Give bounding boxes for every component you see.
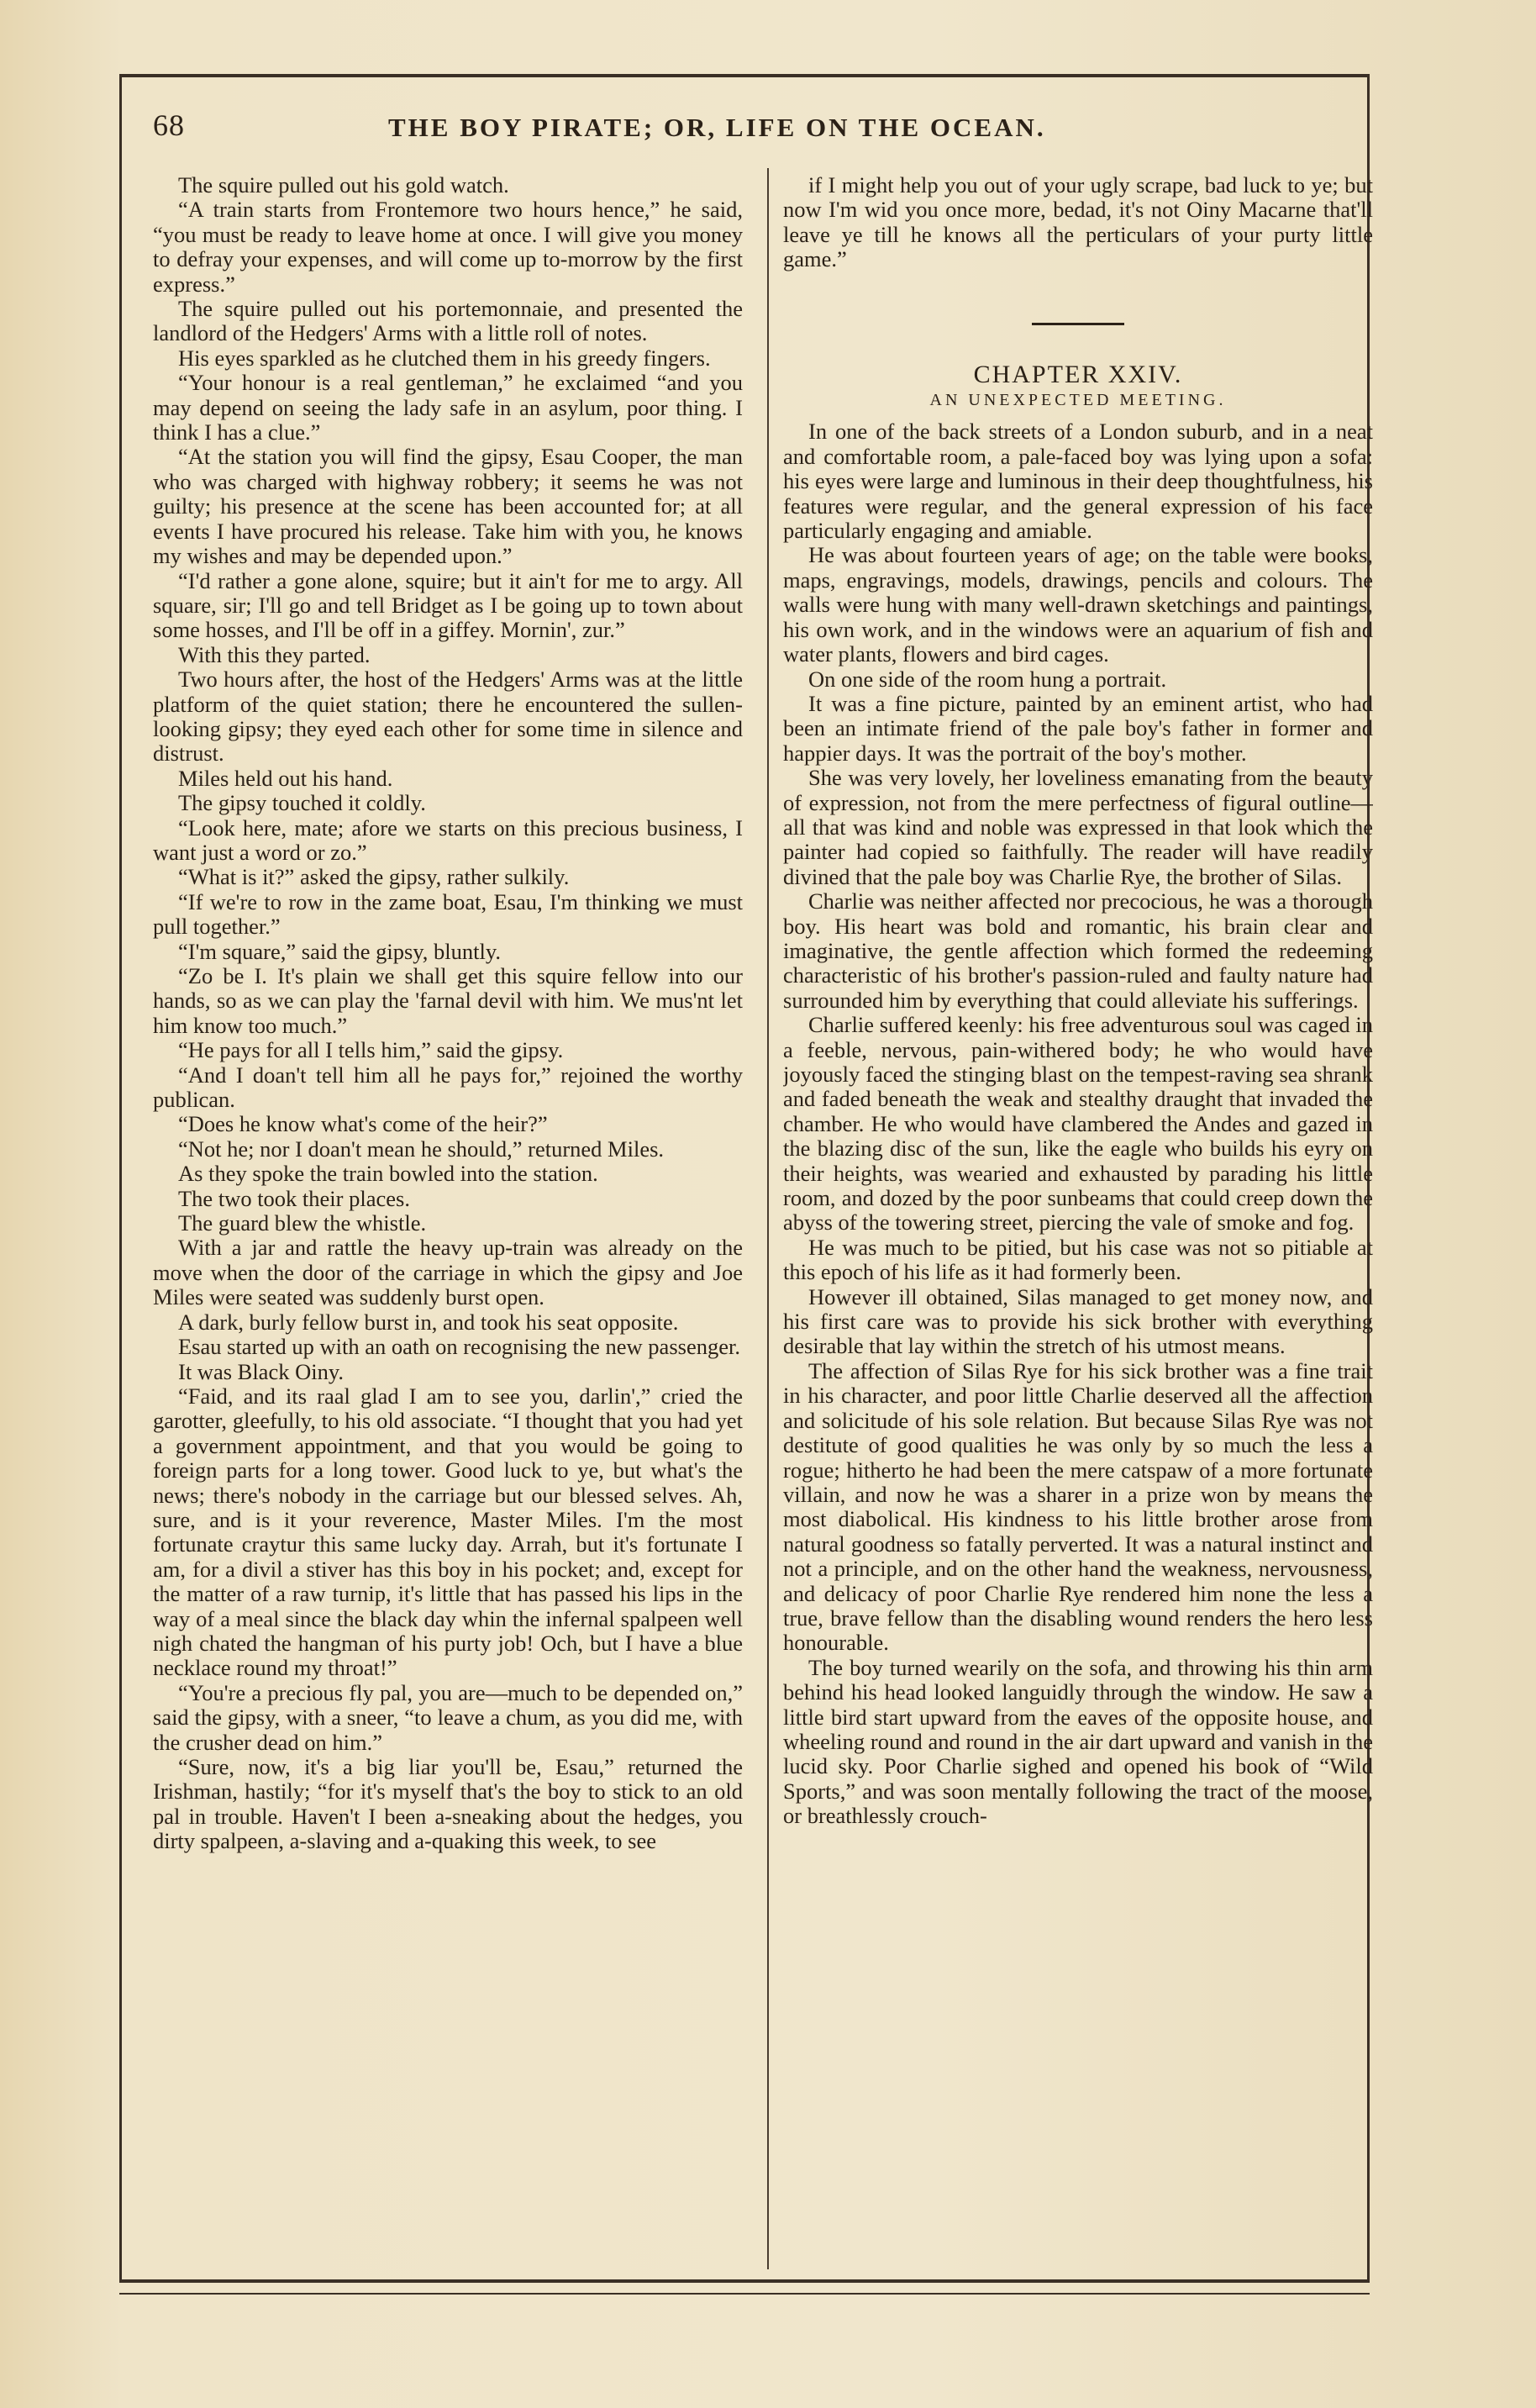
- paragraph: He was about fourteen years of age; on the table were books, maps, engravings, models, drawings, pencils and colours. The walls were hung with many well-drawn sketchings and paintings, his own work, and in the windows were an aquarium of fish and water plants, flowers and bird cages.: [783, 542, 1373, 667]
- paragraph: Esau started up with an oath on recognising the new passenger.: [178, 1334, 740, 1360]
- paragraph: Charlie suffered keenly: his free adventurous soul was caged in a feeble, nervous, pain-withered body; he who would have joyously faced the stinging blast on the tempest-raving sea shrank and faded beneath the weak and stealthy draught that invaded the chamber. He who would have clambered the Andes and gazed in the blazing disc of the sun, like the eagle who builds his eyry on their heights, was wearied and exhausted by parading his little room, and dozed by the poor sunbeams that could creep down the abyss of the towering street, piercing the vale of smoke and fog.: [783, 1012, 1373, 1236]
- paragraph: “Not he; nor I doan't mean he should,” returned Miles.: [178, 1136, 665, 1162]
- paragraph: With this they parted.: [178, 641, 371, 667]
- chapter-subtitle: AN UNEXPECTED MEETING.: [929, 391, 1227, 410]
- running-title: THE BOY PIRATE; OR, LIFE ON THE OCEAN.: [388, 113, 1046, 142]
- right-column-top: [783, 173, 1373, 272]
- paragraph: With a jar and rattle the heavy up-train was already on the move when the door of the carriage in which the gipsy and Joe Miles were seated was suddenly burst open.: [153, 1235, 743, 1310]
- paragraph: “If we're to row in the zame boat, Esau, I'm thinking we must pull together.”: [153, 888, 743, 940]
- column-divider: [767, 168, 769, 2269]
- paragraph: A dark, burly fellow burst in, and took his seat opposite.: [178, 1309, 679, 1335]
- paragraph: He was much to be pitied, but his case was not so pitiable at this epoch of his life as it had formerly been.: [783, 1234, 1373, 1285]
- paragraph: “At the station you will find the gipsy, Esau Cooper, the man who was charged with highway robbery; it seems he was not guilty; his presence at the scene has been accounted for; at all events I have procured his release. Take him with you, he knows my wishes and may be depended upon.”: [153, 444, 743, 569]
- left-column: [153, 173, 743, 2224]
- paragraph: “Faid, and its raal glad I am to see you, darlin',” cried the garotter, gleefully, to his old associate. “I thought that you had yet a government appointment, and that you would be going to foreign parts for a long tower. Good luck to ye, but what's the news; there's nobody in the carriage but our blessed selves. Ah, sure, and is it your reverence, Master Miles. I'm the most fortunate craytur this same lucky day. Arrah, but it's fortunate I am, for a divil a stiver has this boy in his pocket; and, except for the matter of a raw turnip, it's little that has passed his lips in the way of a meal since the black day whin the infernal spalpeen well nigh chated the hangman of his purty job! Och, but I have a blue necklace round my throat!”: [153, 1383, 743, 1681]
- paragraph: It was Black Oiny.: [178, 1358, 344, 1384]
- bottom-border-rule: [119, 2293, 1370, 2295]
- paragraph: Two hours after, the host of the Hedgers' Arms was at the little platform of the quiet station; there he encountered the sullen-looking gipsy; they eyed each other for some time in silence and distrust.: [153, 667, 743, 767]
- paragraph: The squire pulled out his portemonnaie, and presented the landlord of the Hedgers' Arms with a little roll of notes.: [153, 296, 743, 346]
- paragraph: She was very lovely, her loveliness emanating from the beauty of expression, not from the mere perfectness of figural outline—all that was kind and noble was expressed in that look which the painter had copied so faithfully. The reader will have readily divined that the pale boy was Charlie Rye, the brother of Silas.: [783, 765, 1373, 889]
- right-column-bottom: [783, 419, 1373, 1828]
- page-header: [153, 108, 1346, 158]
- paragraph: “I'm square,” said the gipsy, bluntly.: [178, 938, 502, 964]
- paragraph: The guard blew the whistle.: [178, 1210, 427, 1236]
- paragraph: “Zo be I. It's plain we shall get this squire fellow into our hands, so as we can play the 'farnal devil with him. We mus'nt let him know too much.”: [153, 963, 743, 1038]
- paragraph: In one of the back streets of a London suburb, and in a neat and comfortable room, a pale-faced boy was lying upon a sofa: his eyes were large and luminous in their deep thoughtfulness, his features were regular, and the general expression of his face particularly engaging and amiable.: [783, 419, 1373, 544]
- chapter-title: CHAPTER XXIV.: [973, 360, 1183, 388]
- chapter-rule: [1032, 323, 1124, 325]
- paragraph: “And I doan't tell him all he pays for,” rejoined the worthy publican.: [153, 1062, 743, 1113]
- paragraph: On one side of the room hung a portrait.: [808, 666, 1167, 692]
- paragraph: “He pays for all I tells him,” said the gipsy.: [178, 1037, 564, 1063]
- paragraph: if I might help you out of your ugly scrape, bad luck to ye; but now I'm wid you once more, bedad, it's not Oiny Macarne that'll leave ye till he knows all the perticulars of your purty little game.”: [783, 173, 1373, 272]
- page-number: 68: [153, 108, 185, 142]
- paragraph: It was a fine picture, painted by an eminent artist, who had been an intimate friend of the pale boy's father in former and happier days. It was the portrait of the boy's mother.: [783, 690, 1373, 766]
- paragraph: The two took their places.: [178, 1185, 410, 1211]
- paragraph: Miles held out his hand.: [178, 765, 393, 791]
- paragraph: The affection of Silas Rye for his sick brother was a fine trait in his character, and poor little Charlie deserved all the affection and solicitude of his sole relation. But because Silas Rye was not destitute of good qualities he was only by so much the less a rogue; hitherto he had been the mere catspaw of a more fortunate villain, and now he was a sharer in a prize won by means the most diabolical. His kindness to his little brother arose from natural goodness so fatally perverted. It was a natural instinct and not a principle, and on the other hand the weakness, nervousness, and delicacy of poor Charlie Rye rendered him none the less a true, brave fellow than the disabling wound renders the hero less honourable.: [783, 1357, 1373, 1656]
- right-column: [783, 173, 1373, 2224]
- paragraph: The gipsy touched it coldly.: [178, 790, 426, 816]
- paragraph: However ill obtained, Silas managed to get money now, and his first care was to provide his sick brother with everything desirable that lay within the stretch of his utmost means.: [783, 1283, 1373, 1359]
- paragraph: “Look here, mate; afore we starts on this precious business, I want just a word or zo.”: [153, 814, 743, 865]
- paragraph: As they spoke the train bowled into the station.: [178, 1161, 598, 1187]
- paragraph: The squire pulled out his gold watch.: [178, 173, 509, 198]
- paragraph: Charlie was neither affected nor precocious, he was a thorough boy. His heart was bold and romantic, his brain clear and imaginative, the gentle affection which formed the redeeming characteristic of his brother's passion-ruled and faulty nature had surrounded him by everything that could alleviate his sufferings.: [783, 888, 1373, 1013]
- paragraph: “Sure, now, it's a big liar you'll be, Esau,” returned the Irishman, hastily; “for it's myself that's the boy to stick to an old pal in trouble. Haven't I been a-sneaking about the hedges, you dirty spalpeen, a-slaving and a-quaking this week, to see: [153, 1754, 743, 1854]
- paragraph: “What is it?” asked the gipsy, rather sulkily.: [178, 864, 570, 890]
- paragraph: “Your honour is a real gentleman,” he exclaimed “and you may depend on seeing the lady safe in an asylum, poor thing. I think I has a clue.”: [153, 370, 743, 445]
- paragraph: The boy turned wearily on the sofa, and throwing his thin arm behind his head looked languidly through the window. He saw a little bird start upward from the eaves of the opposite house, and wheeling round and round in the air dart upward and vanish in the lucid sky. Poor Charlie sighed and opened his book of “Wild Sports,” and was soon mentally following the tract of the moose, or breathlessly crouch-: [783, 1654, 1373, 1829]
- paragraph: His eyes sparkled as he clutched them in his greedy fingers.: [178, 345, 711, 371]
- paragraph: “Does he know what's come of the heir?”: [178, 1111, 548, 1137]
- paragraph: “You're a precious fly pal, you are—much to be depended on,” said the gipsy, with a sneer, “to leave a chum, as you did me, with the crusher dead on him.”: [153, 1679, 743, 1755]
- paragraph: “A train starts from Frontemore two hours hence,” he said, “you must be ready to leave home at once. I will give you money to defray your expenses, and will come up to-morrow by the first express.”: [153, 197, 743, 297]
- paragraph: “I'd rather a gone alone, squire; but it ain't for me to argy. All square, sir; I'll go and tell Bridget as I be going up to town about some hosses, and I'll be off in a giffey. Mornin', zur.”: [153, 567, 743, 643]
